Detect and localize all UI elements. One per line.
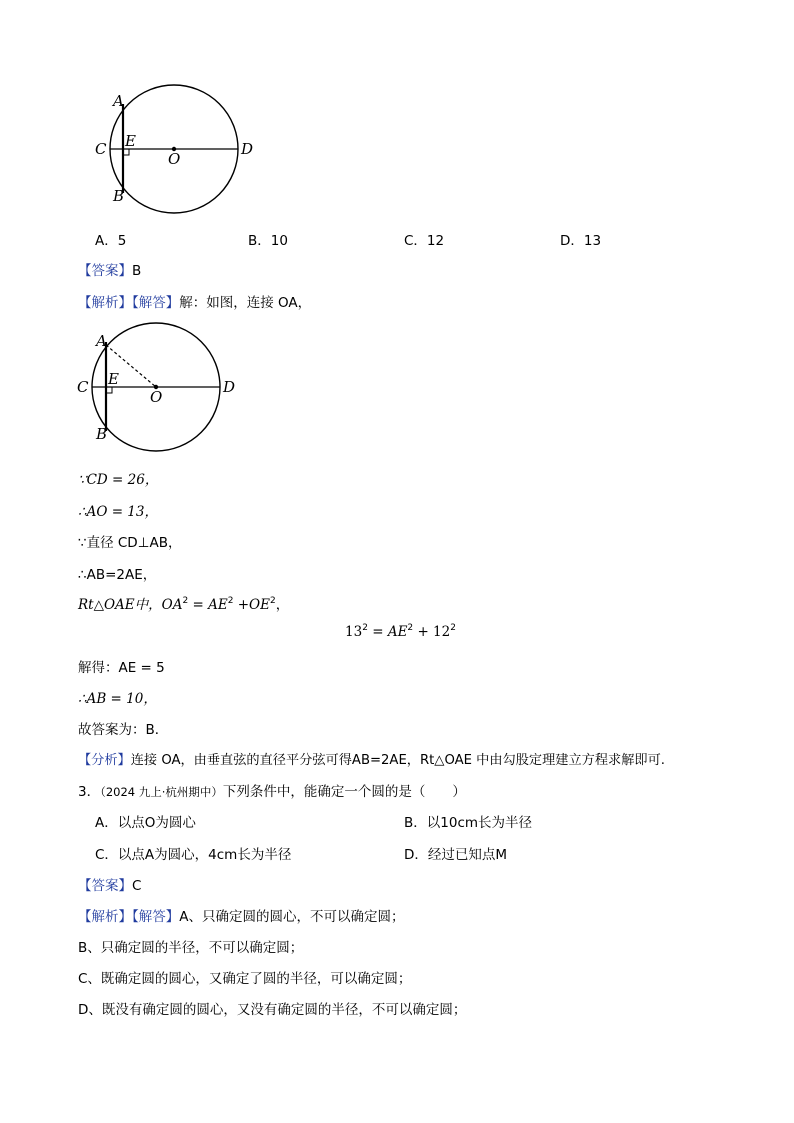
q3-analysis-l1-text: A、只确定圆的圆心，不可以确定圆； [179, 909, 405, 925]
option-b: B．10 [248, 233, 288, 249]
analysis-intro-text: 解：如图，连接 OA， [179, 295, 312, 311]
label-e-2: E [108, 370, 119, 388]
q3-option-a: A．以点O为圆心 [95, 815, 196, 831]
q3-analysis-l4: D、既没有确定圆的圆心，又没有确定圆的半径，不可以确定圆； [78, 1002, 467, 1018]
option-a: A．5 [95, 233, 127, 249]
sup-3: 2 [269, 596, 276, 606]
label-d: D [241, 140, 254, 158]
q3-option-d: D．经过已知点M [404, 847, 508, 863]
step-8: ∴AB = 10， [78, 691, 157, 707]
sup-2: 2 [227, 596, 234, 606]
step-5-tail: ， [275, 597, 290, 613]
step-7: 解得：AE = 5 [78, 660, 165, 676]
step-5-oa: OA [161, 597, 183, 613]
sup-1: 2 [182, 596, 189, 606]
step-5-oe: +OE [233, 597, 270, 613]
solution-tag: 【解答】 [132, 295, 180, 311]
sup-5: 2 [407, 623, 414, 633]
fenxi-line [78, 749, 665, 768]
step-6-12: + 12 [413, 624, 451, 640]
q3-answer-value: C [132, 878, 142, 894]
label-a-2: A [96, 332, 107, 350]
q3-analysis-l3: C、既确定圆的圆心，又确定了圆的半径，可以确定圆； [78, 971, 412, 987]
q3-analysis-l2: B、只确定圆的半径，不可以确定圆； [78, 940, 304, 956]
step-2: ∴AO = 13， [78, 504, 158, 520]
sup-6: 2 [450, 623, 456, 633]
label-o: O [168, 150, 181, 168]
q3-analysis-l1 [78, 905, 405, 925]
q3-stem-text: 下列条件中，能确定一个圆的是（ ） [222, 784, 466, 800]
q3-option-c: C．以点A为圆心，4cm长为半径 [95, 847, 292, 863]
fenxi-text: 连接 OA，由垂直弦的直径平分弦可得AB=2AE，Rt△OAE 中由勾股定理建立方程求解即可. [130, 753, 665, 768]
label-c: C [95, 140, 107, 158]
step-5 [78, 593, 289, 613]
q3-source: （2024 九上·杭州期中） [100, 785, 223, 799]
q3-analysis-tag: 【解析】 [78, 909, 132, 925]
option-d: D．13 [560, 233, 602, 249]
step-9: 故答案为：B． [78, 722, 169, 738]
q3-solution-tag: 【解答】 [132, 909, 180, 925]
step-5-ae: = AE [188, 597, 228, 613]
analysis-tag: 【解析】 [78, 295, 132, 311]
label-e: E [125, 132, 136, 150]
answer-value: B [132, 263, 142, 279]
option-c: C．12 [404, 233, 445, 249]
label-b-2: B [96, 425, 108, 443]
step-6-ae: = AE [367, 624, 408, 640]
step-6 [345, 624, 456, 640]
step-1: ∵CD = 26， [78, 472, 159, 488]
label-a: A [113, 92, 124, 110]
label-b: B [113, 187, 125, 205]
answer-tag: 【答案】 [78, 263, 132, 279]
q3-number: 3． [78, 784, 101, 800]
q3-stem [78, 780, 466, 800]
label-c-2: C [77, 378, 89, 396]
q3-answer-tag: 【答案】 [78, 878, 132, 894]
step-6-13: 13 [345, 624, 363, 640]
label-o-2: O [150, 388, 163, 406]
step-4: ∴AB=2AE， [78, 567, 157, 583]
label-d-2: D [223, 378, 236, 396]
step-3: ∵直径 CD⊥AB， [78, 535, 182, 551]
q3-answer-line [78, 874, 141, 894]
circle-figure-2 [0, 0, 794, 470]
fenxi-tag: 【分析】 [78, 753, 131, 768]
q3-option-b: B．以10cm长为半径 [404, 815, 533, 831]
sup-4: 2 [362, 623, 368, 633]
step-5-prefix: Rt△OAE中， [78, 597, 162, 613]
